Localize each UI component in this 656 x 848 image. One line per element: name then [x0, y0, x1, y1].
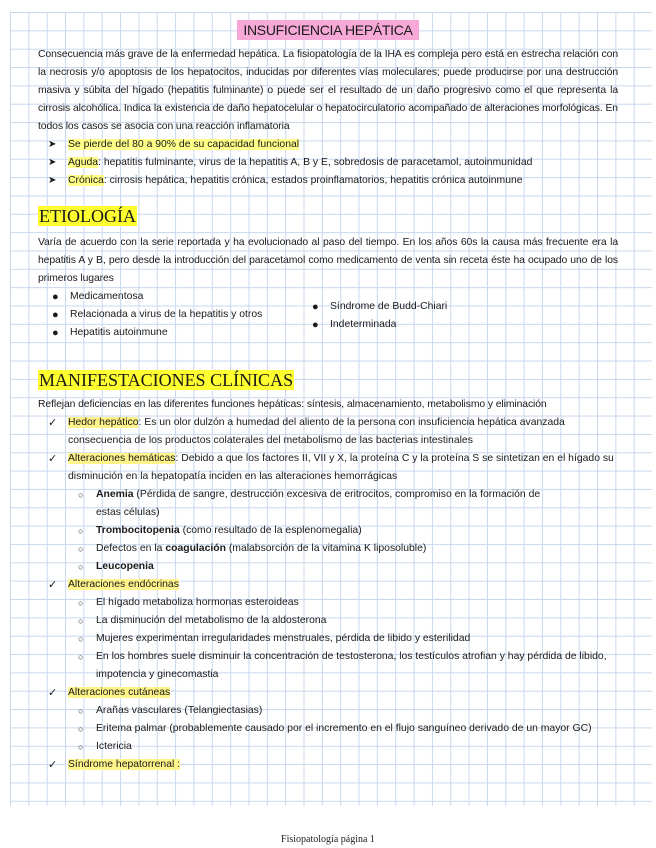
intro-bullet-list — [38, 136, 618, 190]
list-item — [38, 136, 618, 154]
arrow-bullet-icon: ➤ — [48, 157, 57, 168]
dot-bullet-icon: ● — [312, 301, 319, 313]
list-item: ✓ Síndrome hepatorrenal : — [38, 756, 618, 774]
list-item: ● Medicamentosa — [38, 288, 298, 306]
bullet-label: Crónica — [68, 175, 104, 186]
list-item: ● Hepatitis autoinmune — [38, 324, 298, 342]
arrow-bullet-icon: ➤ — [48, 175, 57, 186]
circle-bullet-icon: ○ — [78, 562, 84, 572]
list-item: ● Síndrome de Budd-Chiari — [298, 298, 598, 316]
list-item: ○ Ictericia — [38, 738, 618, 756]
bullet-text: : cirrosis hepática, hepatitis crónica, estados proinflamatorios, hepatitis crónica autoinmune — [103, 175, 523, 186]
checkmark-icon: ✓ — [48, 453, 58, 465]
arrow-bullet-icon: ➤ — [48, 139, 57, 150]
section-heading-manifestaciones: MANIFESTACIONES CLÍNICAS — [39, 370, 294, 390]
list-item — [38, 154, 618, 172]
list-item: ● Indeterminada — [298, 316, 598, 334]
page-title: INSUFICIENCIA HEPÁTICA — [237, 20, 418, 40]
etiologia-list-col1 — [38, 288, 298, 342]
list-item: ● Relacionada a virus de la hepatitis y otros — [38, 306, 298, 324]
checkmark-icon: ✓ — [48, 579, 58, 591]
list-item: ○ Arañas vasculares (Telangiectasias) — [38, 702, 618, 720]
bullet-text: : hepatitis fulminante, virus de la hepatitis A, B y E, sobredosis de paracetamol, autoinmunidad — [98, 157, 533, 168]
circle-bullet-icon: ○ — [78, 634, 84, 644]
list-item: ✓ Alteraciones endócrinas ○ El hígado metaboliza hormonas esteroideas ○ La disminución del metabolismo de la aldosterona ○ Mujeres experimentan irregularidades menstruales, pérdida de libido y esterilidad ○ En los hombres suele disminuir la concentración de testosterona, los testículos atrofian y hay pérdida de libido, impotencia y ginecomastia — [38, 576, 618, 684]
intro-paragraph: Consecuencia más grave de la enfermedad hepática. La fisiopatología de la IHA es compleja pero está en estrecha relación con la necrosis y/o apoptosis de los hepatocitos, inducidas por diferentes vías moleculares; puede producirse por una destrucción masiva y súbita del hígado (hepatitis fulminante) o puede ser el resultado de un daño progresivo como el que representa la cirrosis alcohólica. Indica la existencia de daño hepatocelular o hepatocirculatorio acompañado de alteraciones morfológicas. En todos los casos se asocia con una reacción inflamatoria — [38, 49, 618, 132]
list-item: ○ Anemia (Pérdida de sangre, destrucción excesiva de eritrocitos, compromiso en la formación de estas células) — [38, 486, 546, 522]
list-item: ✓ Alteraciones cutáneas ○ Arañas vasculares (Telangiectasias) ○ Eritema palmar (probablemente causado por el incremento en el flujo sanguíneo derivado de un mayor GC) ○ Ictericia — [38, 684, 618, 756]
circle-bullet-icon: ○ — [78, 598, 84, 608]
list-item: ○ Leucopenia — [38, 558, 618, 576]
list-item: ○ Mujeres experimentan irregularidades menstruales, pérdida de libido y esterilidad — [38, 630, 618, 648]
page-footer: Fisiopatología página 1 — [281, 834, 375, 845]
section-heading-etiologia: ETIOLOGÍA — [39, 206, 136, 226]
list-item — [38, 172, 618, 190]
circle-bullet-icon: ○ — [78, 544, 84, 554]
circle-bullet-icon: ○ — [78, 616, 84, 626]
checkmark-icon: ✓ — [48, 417, 58, 429]
checkmark-icon: ✓ — [48, 687, 58, 699]
dot-bullet-icon: ● — [312, 319, 319, 331]
circle-bullet-icon: ○ — [78, 652, 84, 662]
dot-bullet-icon: ● — [52, 327, 59, 339]
circle-bullet-icon: ○ — [78, 706, 84, 716]
list-item: ○ La disminución del metabolismo de la aldosterona — [38, 612, 618, 630]
title-wrap — [38, 20, 618, 40]
list-item: ✓ Alteraciones hemáticas: Debido a que los factores II, VII y X, la proteína C y la proteína S se sintetizan en el hígado su disminución en la hepatopatía inciden en las alteraciones hemorrágicas ○ Anemia (Pérdida de sangre, destrucción excesiva de eritrocitos, compromiso en la formación de estas células) ○ Trombocitopenia (como resultado de la esplenomegalia) ○ Defectos en la coagulación (malabsorción de la vitamina K liposoluble) ○ Leucopenia — [38, 450, 618, 576]
circle-bullet-icon: ○ — [78, 526, 84, 536]
circle-bullet-icon: ○ — [78, 742, 84, 752]
manifestaciones-paragraph: Reflejan deficiencias en las diferentes funciones hepáticas: síntesis, almacenamiento, metabolismo y eliminación — [38, 399, 547, 410]
manifestaciones-list — [38, 414, 618, 774]
etiologia-columns — [38, 288, 618, 342]
list-item: ○ Trombocitopenia (como resultado de la esplenomegalia) — [38, 522, 618, 540]
list-item: ✓ Hedor hepático: Es un olor dulzón a humedad del aliento de la persona con insuficiencia hepática avanzada consecuencia de los productos colaterales del metabolismo de las bacterias intestinales — [38, 414, 618, 450]
cutaneas-sublist — [38, 702, 618, 756]
list-item: ○ Defectos en la coagulación (malabsorción de la vitamina K liposoluble) — [38, 540, 618, 558]
checkmark-icon: ✓ — [48, 759, 58, 771]
bullet-label: Aguda — [68, 157, 99, 168]
dot-bullet-icon: ● — [52, 291, 59, 303]
circle-bullet-icon: ○ — [78, 490, 84, 500]
list-item: ○ El hígado metaboliza hormonas esteroideas — [38, 594, 618, 612]
bullet-label: Se pierde del 80 a 90% de su capacidad funcional — [68, 139, 300, 150]
list-item: ○ Eritema palmar (probablemente causado por el incremento en el flujo sanguíneo derivado de un mayor GC) — [38, 720, 618, 738]
hematicas-sublist — [38, 486, 618, 576]
list-item: ○ En los hombres suele disminuir la concentración de testosterona, los testículos atrofian y hay pérdida de libido, impotencia y ginecomastia — [38, 648, 618, 684]
etiologia-paragraph: Varía de acuerdo con la serie reportada y ha evolucionado al paso del tiempo. En los años 60s la causa más frecuente era la hepatitis A y B, pero desde la introducción del paracetamol como medicamento de venta sin receta éste ha ocupado uno de los primeros lugares — [38, 237, 618, 284]
dot-bullet-icon: ● — [52, 309, 59, 321]
circle-bullet-icon: ○ — [78, 724, 84, 734]
page-content — [38, 20, 618, 774]
endocrinas-sublist — [38, 594, 618, 684]
etiologia-list-col2 — [298, 288, 598, 342]
